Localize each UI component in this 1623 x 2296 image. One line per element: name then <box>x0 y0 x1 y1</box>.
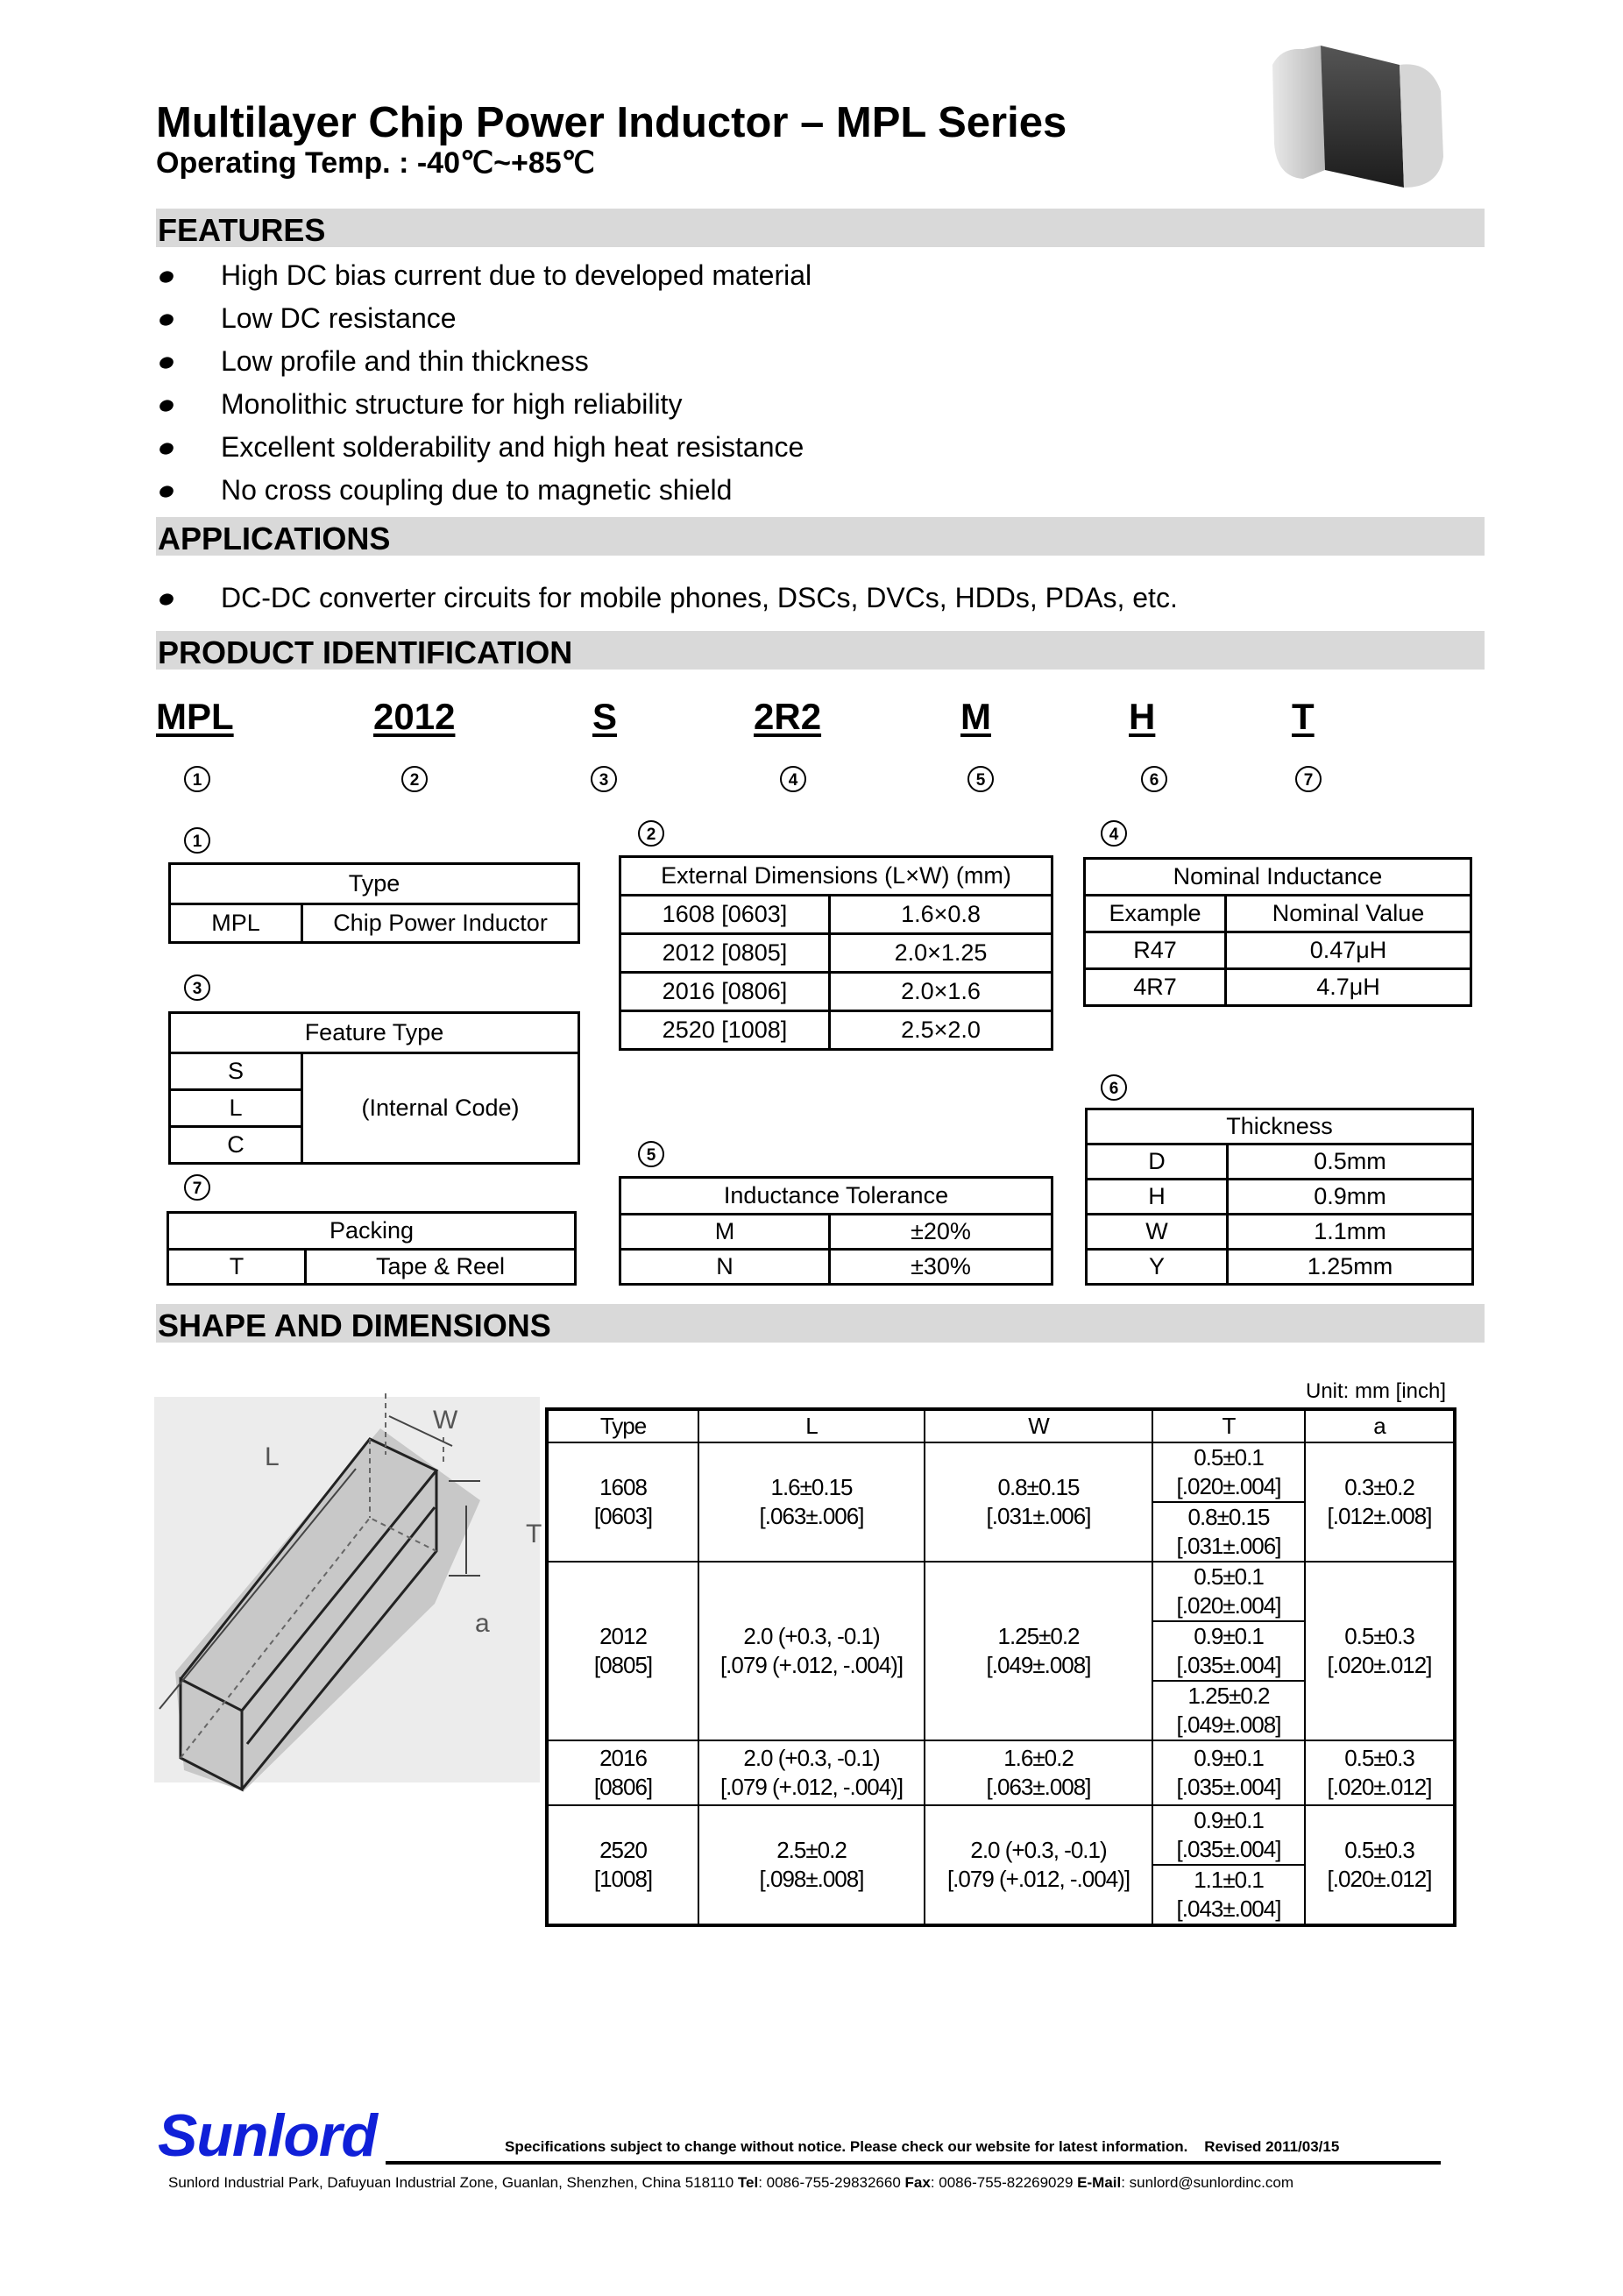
external-dimensions-table: External Dimensions (L×W) (mm) 1608 [0603] 1.6×0.8 2012 [0805] 2.0×1.25 2016 [0806] 2.0×1.6 2520 [1008] 2.5×2.0 <box>619 855 1053 1051</box>
code-inductance: 2R2 <box>754 696 822 737</box>
column-header-a: a <box>1305 1409 1455 1442</box>
table-row: 2012 [0805] 2.0 (+0.3, -0.1) [.079 (+.012, -.004)] 1.25±0.2 [.049±.008] 0.5±0.1 [.020±.004] 0.9±0.1 [.035±.004] 1.25±0.2 [.049±.008] 0.5±0.3 [.020±.012] <box>547 1562 1455 1740</box>
marker-3-icon: 3 <box>184 974 210 1001</box>
thickness-table: Thickness D 0.5mm H 0.9mm W 1.1mm Y 1.25mm <box>1085 1108 1474 1286</box>
code-type: MPL <box>156 696 234 737</box>
table-header: Type <box>170 864 579 904</box>
diagram-label-L: L <box>265 1442 280 1471</box>
marker-4-icon: 4 <box>780 766 806 792</box>
marker-6-icon: 6 <box>1141 766 1167 792</box>
email-link[interactable]: : sunlord@sunlordinc.com <box>1121 2174 1294 2191</box>
marker-5-icon: 5 <box>967 766 994 792</box>
marker-6-icon: 6 <box>1101 1074 1127 1101</box>
bullet-icon <box>158 441 174 457</box>
footer-address: Sunlord Industrial Park, Dafuyuan Industrial Zone, Guanlan, Shenzhen, China 518110 Tel: 0086-755-29832660 Fax: 0086-755-82269029 E-Mail: sunlord@sunlordinc.com <box>168 2174 1294 2191</box>
footer-note: Specifications subject to change without notice. Please check our website for latest information. Revised 2011/03/15 <box>505 2138 1340 2155</box>
page-title: Multilayer Chip Power Inductor – MPL Series <box>156 99 1067 146</box>
code-dimension: 2012 <box>373 696 456 737</box>
type-table: Type MPL Chip Power Inductor <box>168 862 580 944</box>
shape-heading-bar <box>156 1304 1485 1343</box>
column-header-w: W <box>925 1409 1152 1442</box>
marker-2-icon: 2 <box>401 766 428 792</box>
diagram-label-a: a <box>475 1609 490 1638</box>
table-header: External Dimensions (L×W) (mm) <box>620 857 1052 896</box>
unit-label: Unit: mm [inch] <box>1306 1379 1447 1403</box>
revised-date: Revised 2011/03/15 <box>1204 2138 1340 2155</box>
table-header: Packing <box>168 1213 576 1250</box>
marker-5-icon: 5 <box>638 1141 664 1167</box>
applications-heading: APPLICATIONS <box>158 521 391 556</box>
bullet-icon <box>158 312 174 328</box>
inductance-tolerance-table: Inductance Tolerance M ±20% N ±30% <box>619 1176 1053 1286</box>
diagram-label-T: T <box>526 1520 542 1548</box>
feature-type-table: Feature Type S (Internal Code) L C <box>168 1011 580 1165</box>
brand-logo: Sunlord <box>158 2102 377 2169</box>
marker-7-icon: 7 <box>1295 766 1322 792</box>
table-row: 1608 [0603] 1.6±0.15 [.063±.006] 0.8±0.15 [.031±.006] 0.5±0.1 [.020±.004] 0.8±0.15 [.031±.006] 0.3±0.2 [.012±.008] <box>547 1442 1455 1562</box>
packing-table: Packing T Tape & Reel <box>167 1211 577 1286</box>
footer-divider <box>386 2161 1441 2165</box>
marker-1-icon: 1 <box>184 766 210 792</box>
table-header: Feature Type <box>170 1013 579 1053</box>
table-row: 2520 [1008] 2.5±0.2 [.098±.008] 2.0 (+0.3, -0.1) [.079 (+.012, -.004)] 0.9±0.1 [.035±.004] 1.1±0.1 [.043±.004] 0.5±0.3 [.020±.012] <box>547 1805 1455 1925</box>
chip-dimension-diagram <box>154 1393 557 1796</box>
code-thickness: H <box>1129 696 1156 737</box>
table-header: Nominal Inductance <box>1085 859 1471 896</box>
shape-heading: SHAPE AND DIMENSIONS <box>158 1307 551 1343</box>
identification-heading-bar <box>156 631 1485 670</box>
marker-7-icon: 7 <box>184 1174 210 1201</box>
table-header: Thickness <box>1087 1109 1473 1144</box>
bullet-icon <box>158 484 174 500</box>
code-packing: T <box>1292 696 1315 737</box>
chip-product-photo <box>1255 39 1456 196</box>
operating-temp: Operating Temp. : -40℃~+85℃ <box>156 146 595 180</box>
features-heading-bar <box>156 209 1485 247</box>
marker-4-icon: 4 <box>1101 820 1127 847</box>
column-header-type: Type <box>547 1409 698 1442</box>
dimensions-table <box>545 1407 1456 1927</box>
column-header-l: L <box>698 1409 925 1442</box>
applications-heading-bar <box>156 517 1485 556</box>
marker-3-icon: 3 <box>591 766 617 792</box>
features-heading: FEATURES <box>158 212 326 248</box>
table-header: Inductance Tolerance <box>620 1178 1052 1215</box>
marker-2-icon: 2 <box>638 820 664 847</box>
code-feature: S <box>592 696 618 737</box>
nominal-inductance-table: Nominal Inductance Example Nominal Value R47 0.47μH 4R7 4.7μH <box>1083 857 1472 1007</box>
bullet-icon <box>158 355 174 371</box>
bullet-icon <box>158 398 174 414</box>
bullet-icon <box>158 592 174 607</box>
bullet-icon <box>158 269 174 285</box>
marker-1-icon: 1 <box>184 827 210 854</box>
diagram-label-W: W <box>433 1406 458 1435</box>
column-header-t: T <box>1152 1409 1305 1442</box>
table-row: 2016 [0806] 2.0 (+0.3, -0.1) [.079 (+.012, -.004)] 1.6±0.2 [.063±.008] 0.9±0.1 [.035±.004] 0.5±0.3 [.020±.012] <box>547 1740 1455 1805</box>
identification-heading: PRODUCT IDENTIFICATION <box>158 634 573 670</box>
code-tolerance: M <box>960 696 991 737</box>
